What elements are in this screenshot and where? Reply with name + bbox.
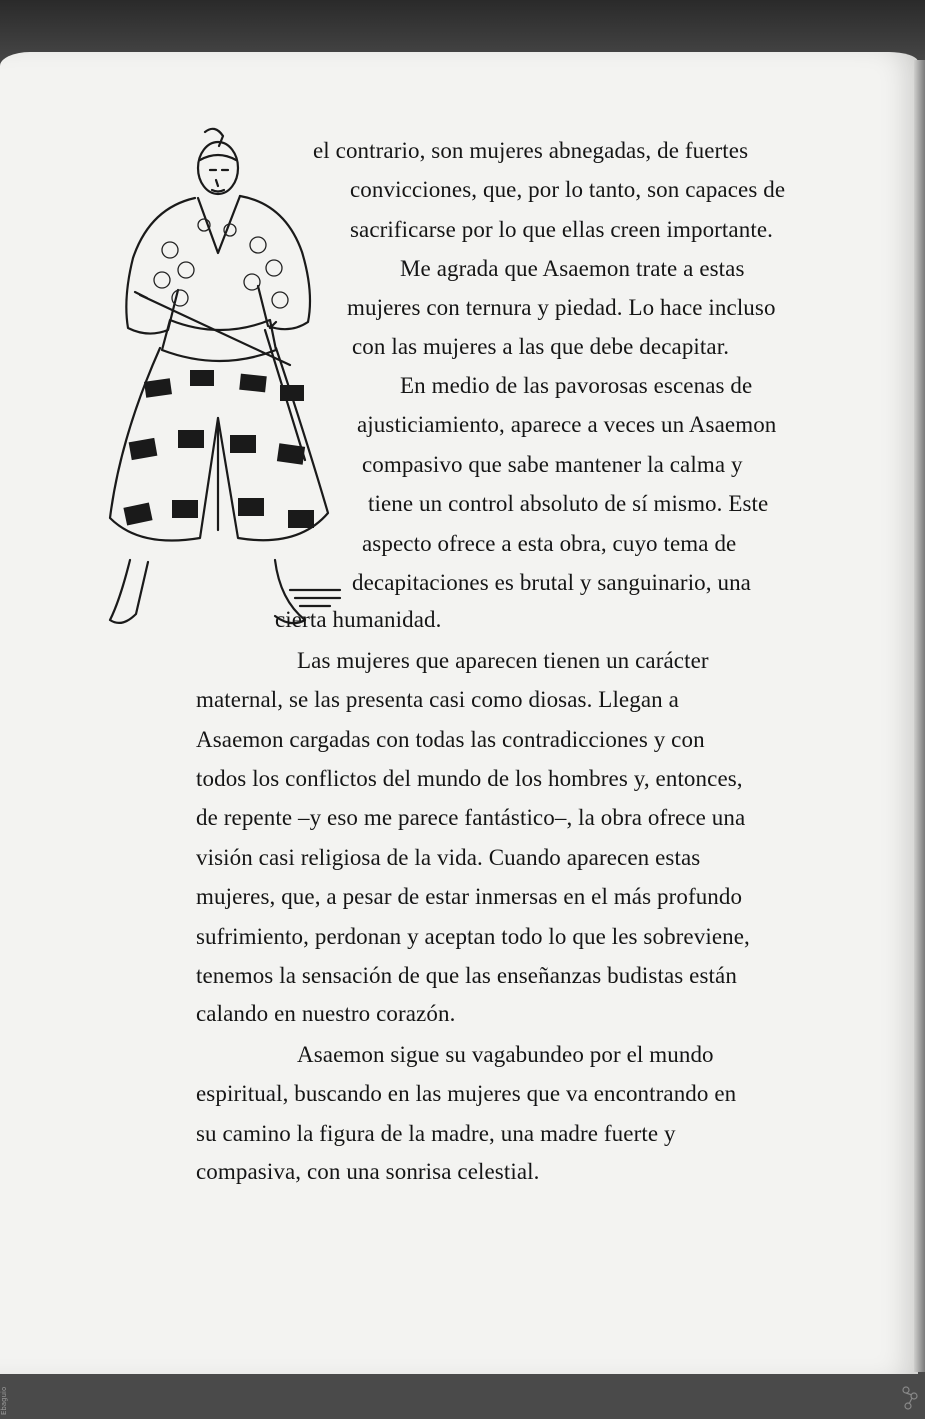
text-line: todos los conflictos del mundo de los hombres y, entonces,	[196, 766, 743, 791]
text-line: Asaemon sigue su vagabundeo por el mundo	[297, 1042, 714, 1067]
text-line: maternal, se las presenta casi como diosas. Llegan a	[196, 687, 679, 712]
text-line: En medio de las pavorosas escenas de	[400, 373, 753, 398]
text-line: su camino la figura de la madre, una madre fuerte y	[196, 1121, 676, 1146]
text-line: decapitaciones es brutal y sanguinario, una	[352, 570, 751, 595]
text-line: de repente –y eso me parece fantástico–, la obra ofrece una	[196, 805, 746, 830]
text-line: calando en nuestro corazón.	[196, 1001, 456, 1026]
text-line: ajusticiamiento, aparece a veces un Asaemon	[357, 412, 777, 437]
text-line: visión casi religiosa de la vida. Cuando aparecen estas	[196, 845, 701, 870]
text-line: tenemos la sensación de que las enseñanzas budistas están	[196, 963, 737, 988]
text-line: convicciones, que, por lo tanto, son capaces de	[350, 177, 786, 202]
text-line: compasiva, con una sonrisa celestial.	[196, 1159, 540, 1184]
side-watermark: Ebaguio	[0, 1386, 8, 1415]
text-line: tiene un control absoluto de sí mismo. Este	[368, 491, 769, 516]
text-line: mujeres, que, a pesar de estar inmersas en el más profundo	[196, 884, 743, 909]
page-spine-shadow	[914, 60, 925, 1372]
text-line: cierta humanidad.	[275, 607, 442, 632]
samurai-illustration-icon	[100, 120, 345, 635]
text-line: espiritual, buscando en las mujeres que va encontrando en	[196, 1081, 737, 1106]
text-line: Asaemon cargadas con todas las contradicciones y con	[196, 727, 705, 752]
text-line: con las mujeres a las que debe decapitar.	[352, 334, 730, 359]
text-line: Me agrada que Asaemon trate a estas	[400, 256, 745, 281]
watermark-icon	[898, 1380, 922, 1414]
text-line: sacrificarse por lo que ellas creen importante.	[350, 217, 773, 242]
text-line: compasivo que sabe mantener la calma y	[362, 452, 743, 477]
text-line: aspecto ofrece a esta obra, cuyo tema de	[362, 531, 737, 556]
text-line: Las mujeres que aparecen tienen un carácter	[297, 648, 709, 673]
text-line: el contrario, son mujeres abnegadas, de fuertes	[313, 138, 749, 163]
text-line: mujeres con ternura y piedad. Lo hace incluso	[347, 295, 776, 320]
scan-bottom-edge	[0, 1372, 925, 1419]
text-line: sufrimiento, perdonan y aceptan todo lo que les sobreviene,	[196, 924, 750, 949]
